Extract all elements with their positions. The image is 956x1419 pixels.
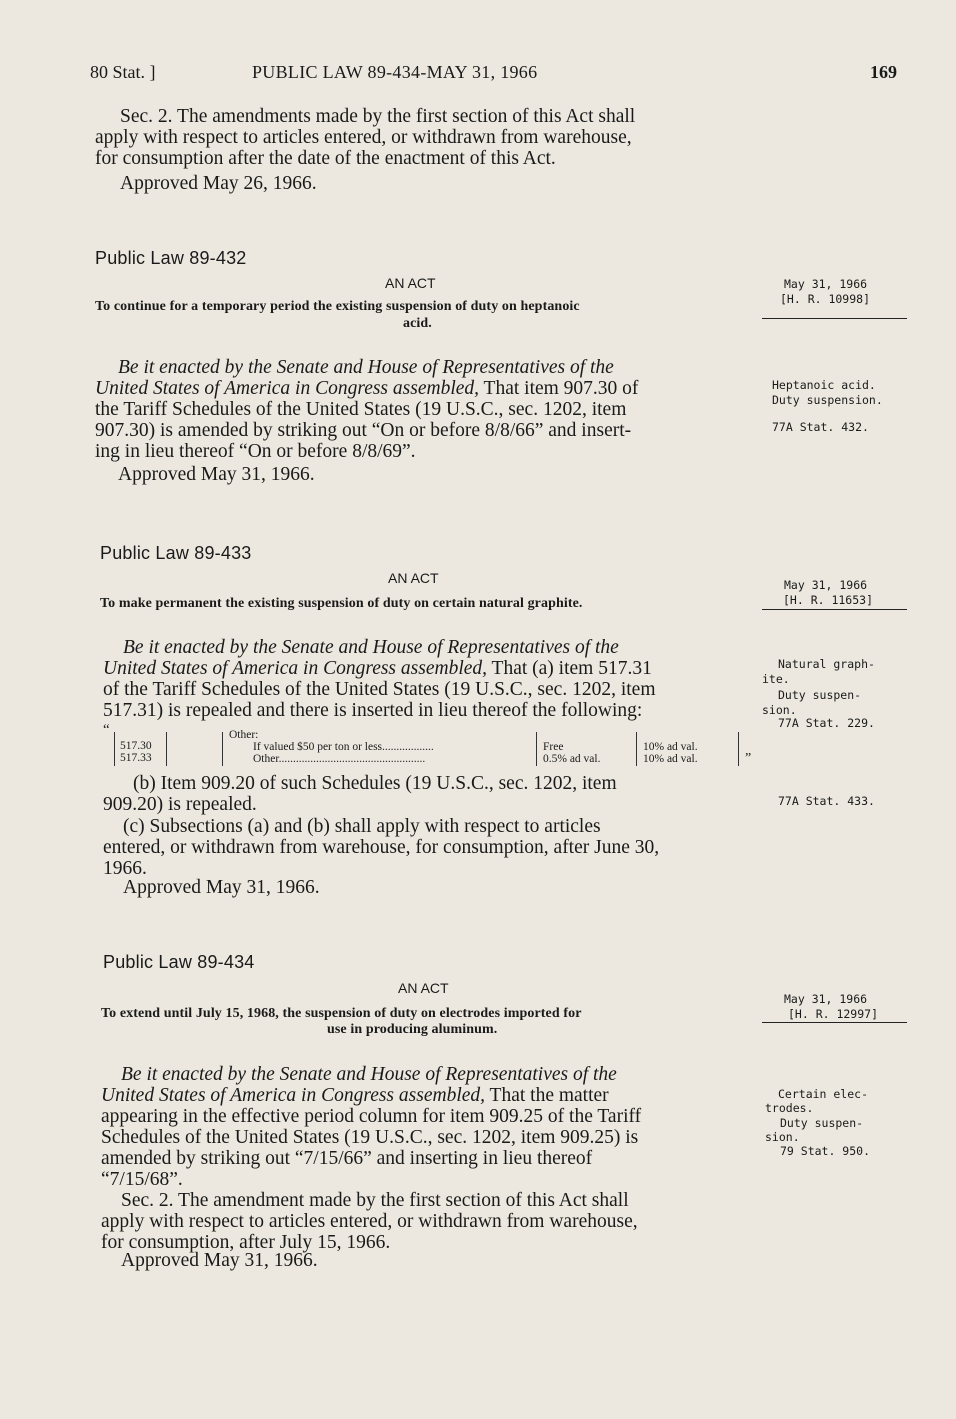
law-434-line5: amended by striking out “7/15/66” and inserting in lieu thereof — [101, 1148, 593, 1169]
law-432-purpose-line1: To continue for a temporary period the existing suspension of duty on heptanoic — [95, 299, 580, 314]
law-434-side-electrodes: Certain elec- — [778, 1087, 869, 1101]
law-434-margin-rule — [762, 1022, 907, 1023]
law-433-an-act: AN ACT — [388, 570, 439, 586]
law-432-margin-date: May 31, 1966 — [784, 277, 868, 291]
law-434-sec2-line2: apply with respect to articles entered, or withdrawn from warehouse, — [101, 1211, 638, 1232]
law-432-purpose-line2: acid. — [403, 316, 432, 331]
sec2-line2: apply with respect to articles entered, or withdrawn from warehouse, — [95, 127, 632, 148]
law-433-enact-line2: United States of America in Congress assembled, That (a) item 517.31 — [103, 658, 652, 679]
law-433-purpose: To make permanent the existing suspension of duty on certain natural graphite. — [100, 596, 583, 611]
law-432-enact-line2: United States of America in Congress assembled, That item 907.30 of — [95, 378, 639, 399]
law-433-margin-date: May 31, 1966 — [784, 578, 868, 592]
law-433-b-line1: (b) Item 909.20 of such Schedules (19 U.S.C., sec. 1202, item — [133, 773, 617, 794]
table-line-col1 — [536, 732, 537, 766]
law-433-margin-rule — [762, 609, 907, 610]
law-434-purpose-line1: To extend until July 15, 1968, the suspension of duty on electrodes imported for — [101, 1006, 582, 1021]
header-stat: 80 Stat. ] — [90, 62, 156, 82]
law-432-line3: the Tariff Schedules of the United States (19 U.S.C., sec. 1202, item — [95, 399, 627, 420]
table-row1-col2: 10% ad val. — [643, 741, 698, 753]
law-432-margin-rule — [762, 318, 907, 319]
table-row1-col1: Free — [543, 741, 564, 753]
law-433-side-ite: ite. — [762, 672, 790, 686]
law-434-enact-line1: Be it enacted by the Senate and House of Representatives of the — [121, 1064, 617, 1085]
law-432-line5: ing in lieu thereof “On or before 8/8/69”. — [95, 441, 416, 462]
law-433-side-stat-229: 77A Stat. 229. — [778, 716, 875, 730]
law-432-margin-bill: [H. R. 10998] — [780, 292, 871, 306]
law-432-title: Public Law 89-432 — [95, 248, 247, 268]
law-434-an-act: AN ACT — [398, 980, 449, 996]
table-line-right — [738, 732, 739, 766]
law-433-side-duty: Duty suspen- — [778, 688, 862, 702]
law-433-side-graphite: Natural graph- — [778, 657, 875, 671]
law-434-sec2-line1: Sec. 2. The amendment made by the first section of this Act shall — [121, 1190, 629, 1211]
table-close-quote: ” — [745, 751, 752, 766]
law-432-side-heptanoic: Heptanoic acid. — [772, 378, 876, 392]
law-432-side-stat: 77A Stat. 432. — [772, 420, 869, 434]
law-433-side-stat-433: 77A Stat. 433. — [778, 794, 875, 808]
law-434-title: Public Law 89-434 — [103, 952, 255, 972]
law-432-an-act: AN ACT — [385, 275, 436, 291]
law-434-purpose-line2: use in producing aluminum. — [327, 1022, 498, 1037]
law-434-sec2-line3: for consumption, after July 15, 1966. — [101, 1232, 391, 1253]
table-item-2: 517.33 — [120, 752, 152, 764]
law-434-margin-date: May 31, 1966 — [784, 992, 868, 1006]
table-row2-col2: 10% ad val. — [643, 753, 698, 765]
sec2-line3: for consumption after the date of the enactment of this Act. — [95, 148, 556, 169]
law-432-side-duty: Duty suspension. — [772, 393, 883, 407]
table-line-left — [114, 732, 115, 766]
table-line-col2 — [636, 732, 637, 766]
table-other-header: Other: — [229, 729, 259, 741]
law-433-title: Public Law 89-433 — [100, 543, 252, 563]
page-number: 169 — [870, 62, 897, 82]
law-433-enact-line1: Be it enacted by the Senate and House of Representatives of the — [123, 637, 619, 658]
law-433-side-sion: sion. — [762, 703, 797, 717]
table-row2-col1: 0.5% ad val. — [543, 753, 601, 765]
header-title: PUBLIC LAW 89-434-MAY 31, 1966 — [252, 62, 538, 82]
law-433-margin-bill: [H. R. 11653] — [783, 593, 874, 607]
table-row2-desc: Other................................................... — [253, 753, 426, 765]
law-434-margin-bill: [H. R. 12997] — [788, 1007, 879, 1021]
law-434-side-duty: Duty suspen- — [780, 1116, 864, 1130]
law-434-side-trodes: trodes. — [765, 1101, 814, 1115]
law-432-enact-line1: Be it enacted by the Senate and House of Representatives of the — [118, 357, 614, 378]
table-open-quote: “ — [103, 722, 110, 738]
law-434-side-sion: sion. — [765, 1130, 800, 1144]
table-line-desc — [222, 732, 223, 766]
law-433-line3: of the Tariff Schedules of the United States (19 U.S.C., sec. 1202, item — [103, 679, 656, 700]
law-432-line4: 907.30) is amended by striking out “On or before 8/8/66” and insert- — [95, 420, 632, 441]
table-row1-desc: If valued $50 per ton or less.................. — [253, 741, 434, 753]
law-434-approved: Approved May 31, 1966. — [121, 1250, 318, 1271]
sec2-approved: Approved May 26, 1966. — [120, 173, 317, 194]
law-433-b-line2: 909.20) is repealed. — [103, 794, 257, 815]
law-432-approved: Approved May 31, 1966. — [118, 464, 315, 485]
law-434-line4: Schedules of the United States (19 U.S.C., sec. 1202, item 909.25) is — [101, 1127, 639, 1148]
law-433-line4: 517.31) is repealed and there is inserted in lieu thereof the following: — [103, 700, 643, 721]
law-434-side-stat: 79 Stat. 950. — [780, 1144, 871, 1158]
law-434-line3: appearing in the effective period column for item 909.25 of the Tariff — [101, 1106, 642, 1127]
table-line-items — [166, 732, 167, 766]
law-433-c-line2: entered, or withdrawn from warehouse, for consumption, after June 30, — [103, 837, 660, 858]
law-434-enact-line2: United States of America in Congress assembled, That the matter — [101, 1085, 609, 1106]
law-433-c-line1: (c) Subsections (a) and (b) shall apply with respect to articles — [123, 816, 601, 837]
law-434-line6: “7/15/68”. — [101, 1169, 183, 1190]
law-433-c-line3: 1966. — [103, 858, 147, 879]
table-item-1: 517.30 — [120, 740, 152, 752]
law-433-approved: Approved May 31, 1966. — [123, 877, 320, 898]
sec2-line1: Sec. 2. The amendments made by the first section of this Act shall — [120, 106, 636, 127]
